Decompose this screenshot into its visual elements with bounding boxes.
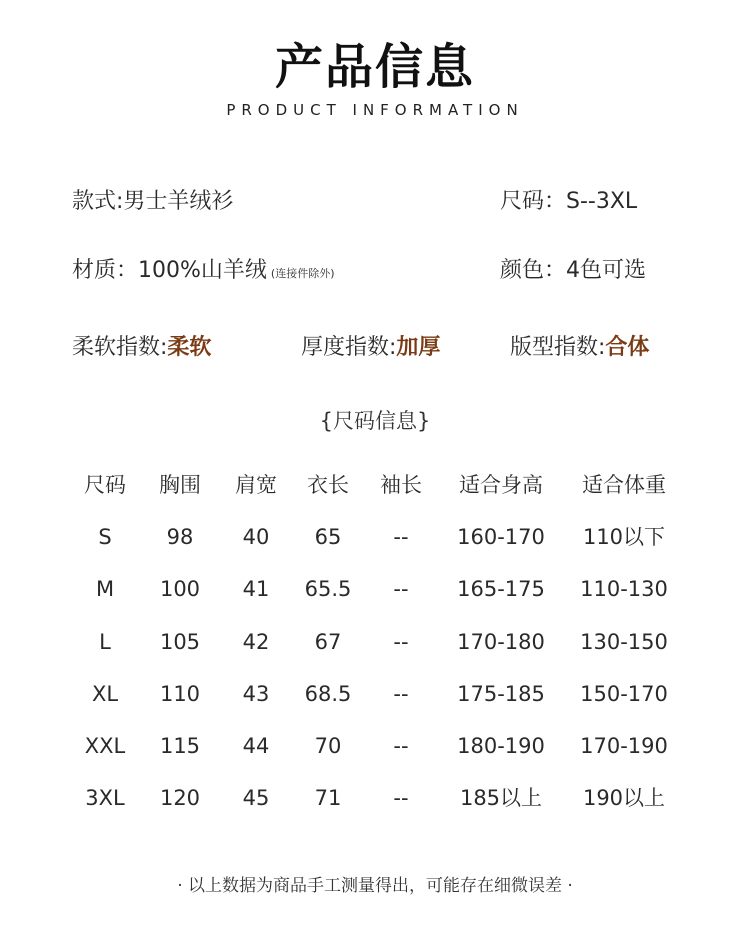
table-cell: 105 <box>159 629 201 654</box>
table-header-cell: 尺码 <box>84 473 126 497</box>
table-cell: 65 <box>314 525 342 550</box>
table-cell: -- <box>393 681 409 706</box>
thickness-label: 厚度指数: <box>301 335 397 360</box>
table-cell: XL <box>91 681 119 706</box>
table-cell: 42 <box>242 629 270 654</box>
table-cell: S <box>98 525 112 550</box>
table-cell: 41 <box>242 577 270 602</box>
fit-index <box>510 330 649 361</box>
table-cell: 120 <box>159 786 201 811</box>
table-header-cell: 适合体重 <box>582 473 666 497</box>
table-cell: 165-175 <box>457 577 545 602</box>
size-range-info: 尺码：S--3XL <box>500 189 638 214</box>
table-cell: -- <box>393 577 409 602</box>
table-cell: 45 <box>242 786 270 811</box>
material-info <box>72 253 335 284</box>
thickness-value: 加厚 <box>396 335 441 360</box>
table-cell: 110 <box>159 681 201 706</box>
table-cell: 115 <box>159 733 201 758</box>
material-label: 材质：100%山羊绒 <box>72 258 267 283</box>
table-header-cell: 衣长 <box>307 473 349 497</box>
table-cell: 98 <box>166 525 194 550</box>
table-cell: 3XL <box>85 786 125 811</box>
thickness-index <box>301 330 440 361</box>
table-cell: 190以上 <box>582 786 666 811</box>
table-cell: 175-185 <box>457 681 545 706</box>
table-cell: 185以上 <box>459 786 543 811</box>
table-cell: -- <box>393 525 409 550</box>
fit-label: 版型指数: <box>510 335 606 360</box>
table-cell: M <box>95 577 115 602</box>
table-cell: 67 <box>314 629 342 654</box>
style-info: 款式:男士羊绒衫 <box>72 189 234 214</box>
table-cell: 170-190 <box>580 733 668 758</box>
table-header-row <box>0 462 750 514</box>
table-row <box>0 671 750 723</box>
table-cell: 70 <box>314 733 342 758</box>
table-row <box>0 775 750 827</box>
table-cell: 71 <box>314 786 342 811</box>
table-cell: XXL <box>84 733 126 758</box>
table-row <box>0 566 750 618</box>
page-subtitle: PRODUCT INFORMATION <box>226 101 524 119</box>
table-row <box>0 723 750 775</box>
table-cell: 110以下 <box>582 525 666 550</box>
table-header-cell: 袖长 <box>380 473 422 497</box>
softness-label: 柔软指数: <box>72 335 168 360</box>
table-cell: -- <box>393 786 409 811</box>
table-row <box>0 619 750 671</box>
table-cell: 110-130 <box>580 577 668 602</box>
table-cell: -- <box>393 733 409 758</box>
table-header-cell: 胸围 <box>159 473 201 497</box>
table-header-cell: 肩宽 <box>235 473 277 497</box>
table-cell: 160-170 <box>457 525 545 550</box>
size-info-heading: {尺码信息} <box>319 409 431 433</box>
table-cell: 40 <box>242 525 270 550</box>
softness-value: 柔软 <box>167 335 212 360</box>
table-row <box>0 514 750 566</box>
fit-value: 合体 <box>605 335 650 360</box>
table-cell: 44 <box>242 733 270 758</box>
material-note: (连接件除外) <box>270 267 335 280</box>
table-cell: 130-150 <box>580 629 668 654</box>
table-cell: -- <box>393 629 409 654</box>
table-cell: L <box>99 629 111 654</box>
size-table <box>0 462 750 827</box>
table-cell: 180-190 <box>457 733 545 758</box>
page-title: 产品信息 <box>274 39 475 95</box>
softness-index <box>72 330 211 361</box>
table-cell: 65.5 <box>304 577 352 602</box>
table-cell: 150-170 <box>580 681 668 706</box>
table-header-cell: 适合身高 <box>459 473 543 497</box>
table-cell: 100 <box>159 577 201 602</box>
color-info: 颜色：4色可选 <box>500 258 646 283</box>
footnote: · 以上数据为商品手工测量得出，可能存在细微误差 · <box>177 876 573 896</box>
table-cell: 43 <box>242 681 270 706</box>
table-cell: 170-180 <box>457 629 545 654</box>
table-cell: 68.5 <box>304 681 352 706</box>
